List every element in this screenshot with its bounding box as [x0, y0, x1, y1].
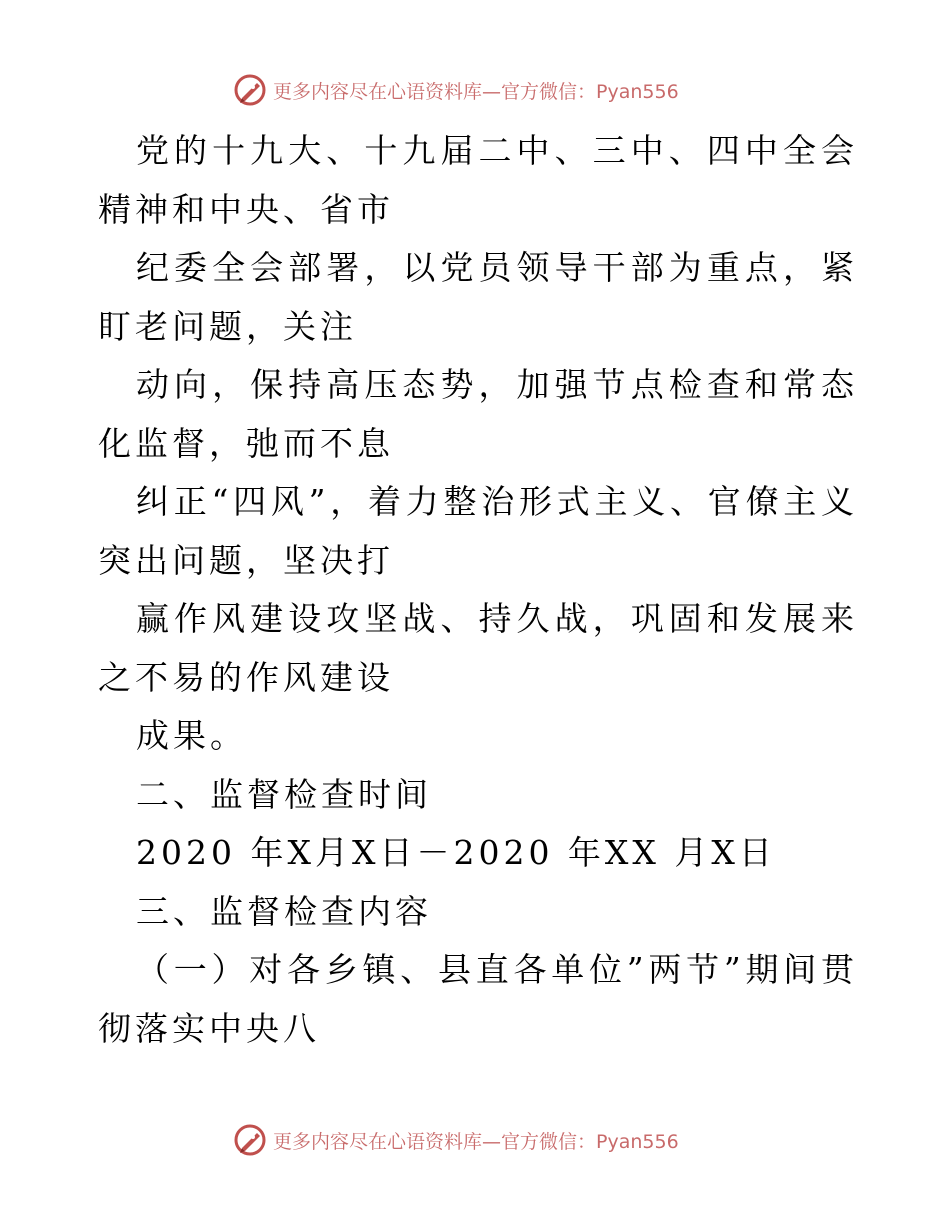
paragraph-4: 纠正“四风”，着力整治形式主义、官僚主义突出问题，坚决打	[98, 482, 858, 580]
paragraph-5: 赢作风建设攻坚战、持久战，巩固和发展来之不易的作风建设	[98, 599, 858, 697]
pen-circle-logo-icon	[233, 1123, 267, 1157]
section-heading-time: 二、监督检查时间	[136, 774, 432, 814]
date-range: 2020 年X月X日－2020 年XX 月X日	[136, 833, 776, 872]
document-body	[98, 122, 858, 1058]
header-watermark	[233, 70, 679, 110]
paragraph-item-1: （一）对各乡镇、县直各单位”两节”期间贯彻落实中央八	[98, 950, 858, 1048]
footer-watermark	[233, 1120, 679, 1160]
watermark-text: 更多内容尽在心语资料库—官方微信：Pyan556	[273, 80, 679, 103]
section-heading-content: 三、监督检查内容	[136, 891, 432, 931]
paragraph-2: 纪委全会部署，以党员领导干部为重点，紧盯老问题，关注	[98, 248, 858, 346]
paragraph-3: 动向，保持高压态势，加强节点检查和常态化监督，弛而不息	[98, 365, 858, 463]
paragraph-6: 成果。	[136, 716, 247, 755]
watermark-text: 更多内容尽在心语资料库—官方微信：Pyan556	[273, 1130, 679, 1153]
paragraph-1: 党的十九大、十九届二中、三中、四中全会精神和中央、省市	[98, 131, 858, 229]
pen-circle-logo-icon	[233, 73, 267, 107]
